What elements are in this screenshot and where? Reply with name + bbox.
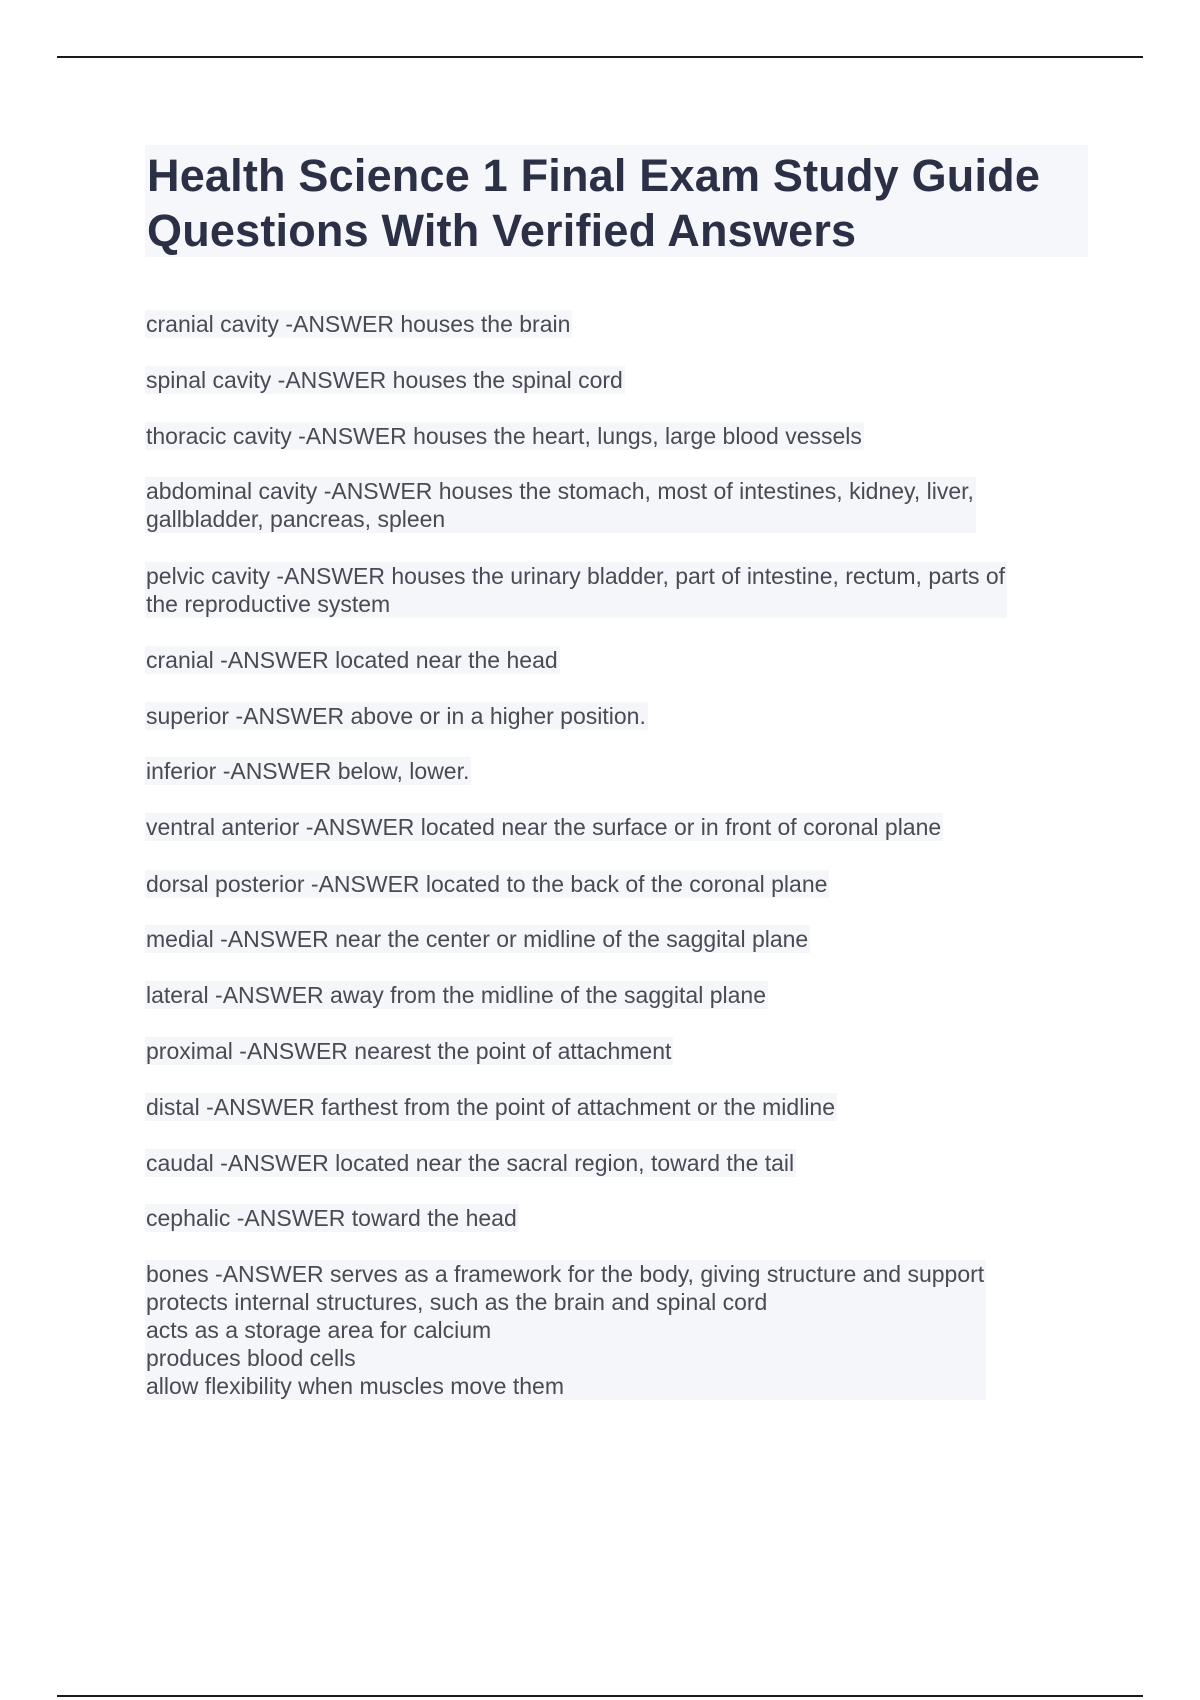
qa-text: cranial -ANSWER located near the head: [146, 647, 558, 673]
list-item: [145, 813, 943, 841]
list-item: [145, 1260, 986, 1400]
list-item: [145, 925, 810, 953]
qa-text: dorsal posterior -ANSWER located to the back of the coronal plane: [146, 871, 828, 897]
qa-text: bones -ANSWER serves as a framework for the body, giving structure and support protects internal structures, such as the brain and spinal cord acts as a storage area for calcium produces blood cells allow flexibility when muscles move them: [146, 1261, 985, 1399]
qa-text: cranial cavity -ANSWER houses the brain: [146, 311, 571, 337]
qa-text: distal -ANSWER farthest from the point of attachment or the midline: [146, 1094, 836, 1120]
qa-text: caudal -ANSWER located near the sacral region, toward the tail: [146, 1150, 795, 1176]
list-item: [145, 870, 829, 898]
list-item: [145, 702, 648, 730]
title-block: [145, 145, 1088, 257]
qa-text: proximal -ANSWER nearest the point of attachment: [146, 1038, 672, 1064]
bottom-rule: [57, 1695, 1143, 1697]
list-item: [145, 422, 864, 450]
list-item: [145, 1093, 837, 1121]
list-item: [145, 477, 976, 533]
top-rule: [57, 56, 1143, 58]
qa-text: spinal cavity -ANSWER houses the spinal cord: [146, 367, 623, 393]
list-item: [145, 562, 1007, 618]
qa-text: abdominal cavity -ANSWER houses the stomach, most of intestines, kidney, liver, gallbladder, pancreas, spleen: [146, 478, 974, 532]
list-item: [145, 981, 768, 1009]
list-item: [145, 1037, 673, 1065]
qa-text: superior -ANSWER above or in a higher position.: [146, 703, 646, 729]
qa-text: pelvic cavity -ANSWER houses the urinary bladder, part of intestine, rectum, parts of the reproductive system: [146, 563, 1006, 617]
list-item: [145, 1204, 519, 1232]
list-item: [145, 646, 560, 674]
list-item: [145, 310, 572, 338]
qa-text: medial -ANSWER near the center or midline of the saggital plane: [146, 926, 809, 952]
document-title: Health Science 1 Final Exam Study Guide Questions With Verified Answers: [147, 150, 1041, 256]
list-item: [145, 366, 625, 394]
qa-text: ventral anterior -ANSWER located near the surface or in front of coronal plane: [146, 814, 942, 840]
qa-text: thoracic cavity -ANSWER houses the heart, lungs, large blood vessels: [146, 423, 862, 449]
qa-text: lateral -ANSWER away from the midline of the saggital plane: [146, 982, 767, 1008]
list-item: [145, 757, 471, 785]
qa-text: cephalic -ANSWER toward the head: [146, 1205, 517, 1231]
list-item: [145, 1149, 796, 1177]
qa-text: inferior -ANSWER below, lower.: [146, 758, 470, 784]
